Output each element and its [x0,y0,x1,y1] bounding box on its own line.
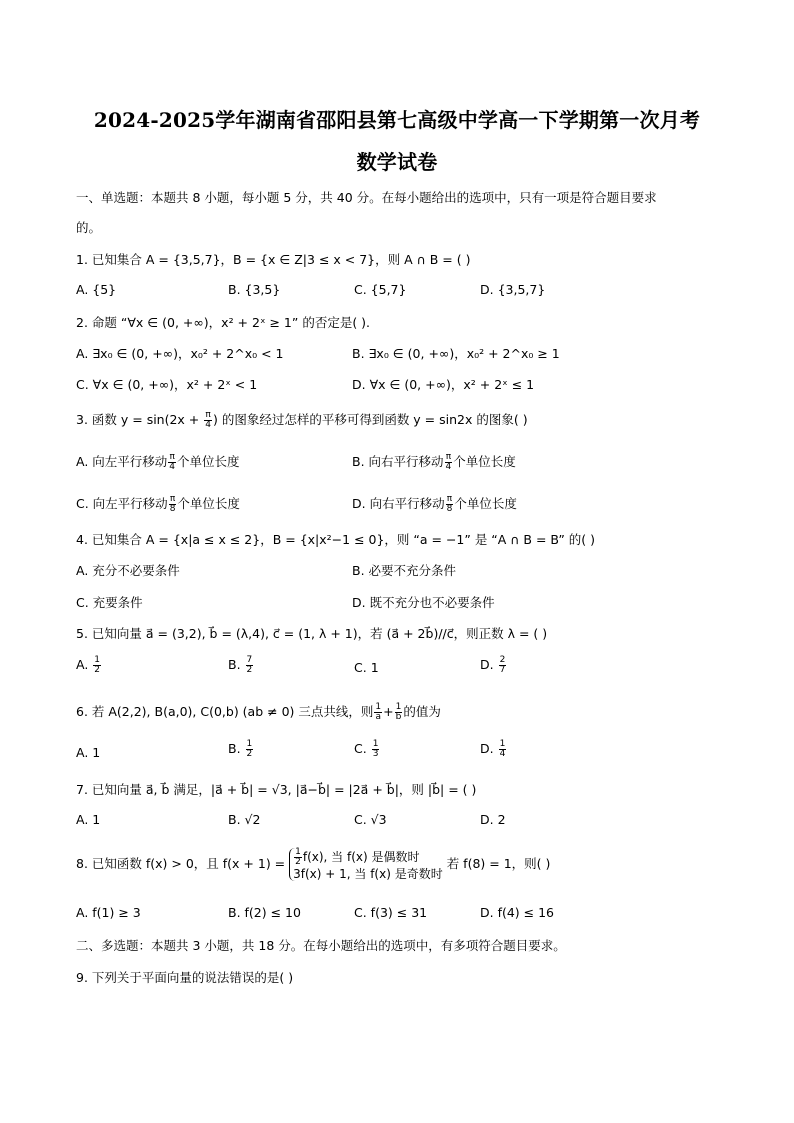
q6-frac1-den: a [375,712,382,722]
q8-stem-part1: 8. 已知函数 f(x) > 0，且 f(x + 1) = [76,856,290,871]
exam-title-line1: 2024-2025学年湖南省邵阳县第七高级中学高一下学期第一次月考 [93,108,701,132]
q6-frac-1b [395,703,403,722]
q8-piece-fraction [294,848,302,867]
q6-d-fraction [499,740,507,759]
q4-option-d: D. 既不充分也不必要条件 [352,595,495,610]
q6-b-fraction [246,740,254,759]
q5-option-c [354,660,379,675]
q3-option-d [352,494,517,514]
q3-option-a-fraction [168,453,176,472]
q5-d-label: D. [480,657,494,672]
q6-frac2-den: b [395,712,402,722]
q6-c-den: 3 [372,749,379,759]
q3-frac-numerator: π [205,410,211,420]
q5-a-num: 1 [94,655,101,665]
section1-heading: 一、单选题：本题共 8 小题，每小题 5 分，共 40 分。在每小题给出的选项中，只有一项是符合题目要求 [76,190,657,205]
q8-stem [76,848,734,881]
q6-option-c [354,740,380,759]
q5-d-den: 7 [499,665,506,675]
q9-stem: 9. 下列关于平面向量的说法错误的是( ) [76,970,294,985]
q6-option-d [480,740,507,759]
q3-b-den: 4 [445,462,452,472]
q5-a-label: A. [76,657,89,672]
q3-option-b-suffix: 个单位长度 [453,454,516,469]
q3-c-den: 8 [169,504,176,514]
q1-stem: 1. 已知集合 A = {3,5,7}，B = {x ∈ Z|3 ≤ x < 7}，则 A ∩ B = ( ) [76,252,471,267]
q3-option-b-fraction [445,453,453,472]
q8-stem-part2: 若 f(8) = 1，则( ) [446,856,551,871]
q3-option-c-suffix: 个单位长度 [177,496,240,511]
q3-c-num: π [169,494,176,504]
q2-option-d: D. ∀x ∈ (0, +∞)，x² + 2ˣ ≤ 1 [352,377,535,392]
q6-stem-part1: 6. 若 A(2,2), B(a,0), C(0,b) (ab ≠ 0) 三点共线，则 [76,704,374,719]
q5-b-den: 2 [246,665,253,675]
q8-option-c: C. f(3) ≤ 31 [354,905,428,920]
q6-a-label: A. [76,745,89,760]
q7-option-a: A. 1 [76,812,101,827]
q7-option-c: C. √3 [354,812,387,827]
q6-d-num: 1 [499,739,506,749]
section1-heading-cont: 的。 [76,220,102,235]
q5-option-d [480,656,507,675]
q3-option-c [76,494,240,514]
q6-frac-1a [374,703,382,722]
q3-option-d-fraction [446,495,454,514]
q3-option-b-text: B. 向右平行移动 [352,454,444,469]
q1-option-c: C. {5,7} [354,282,407,297]
q8-option-d: D. f(4) ≤ 16 [480,905,555,920]
q2-option-b: B. ∃x₀ ∈ (0, +∞)，x₀² + 2^x₀ ≥ 1 [352,346,560,361]
q3-stem [76,410,734,430]
q8-frac-den: 2 [295,857,301,867]
q8-piece-even-text: f(x), 当 f(x) 是偶数时 [302,850,420,864]
q4-stem: 4. 已知集合 A = {x|a ≤ x ≤ 2}，B = {x|x²−1 ≤ 0}，则 “a = −1” 是 “A ∩ B = B” 的( ) [76,532,595,547]
q8-frac-num: 1 [295,847,301,857]
q3-a-num: π [169,452,175,462]
q6-c-fraction [372,740,380,759]
q3-option-a-suffix: 个单位长度 [177,454,240,469]
q2-option-a: A. ∃x₀ ∈ (0, +∞)，x₀² + 2^x₀ < 1 [76,346,284,361]
q3-stem-part1: 3. 函数 y = sin(2x + [76,412,204,427]
q5-stem: 5. 已知向量 a⃗ = (3,2), b⃗ = (λ,4), c⃗ = (1, λ + 1)，若 (a⃗ + 2b⃗)//c⃗，则正数 λ = ( ) [76,626,548,641]
q3-b-num: π [445,452,452,462]
q3-stem-fraction [204,411,212,430]
q6-c-num: 1 [372,739,379,749]
q5-c-label: C. [354,660,367,675]
q3-a-den: 4 [169,462,176,472]
q6-b-label: B. [228,741,241,756]
q3-d-num: π [446,494,453,504]
q7-option-d: D. 2 [480,812,506,827]
q6-b-den: 2 [246,749,253,759]
q5-d-fraction [499,656,507,675]
q3-option-c-text: C. 向左平行移动 [76,496,168,511]
q6-option-b [228,740,254,759]
q1-option-a: A. {5} [76,282,117,297]
q3-d-den: 8 [446,504,453,514]
q3-option-b [352,452,516,472]
q6-frac1-num: 1 [375,702,382,712]
q5-b-label: B. [228,657,241,672]
q5-a-fraction [93,656,101,675]
q3-option-c-fraction [169,495,177,514]
q8-option-b: B. f(2) ≤ 10 [228,905,301,920]
q7-stem: 7. 已知向量 a⃗, b⃗ 满足，|a⃗ + b⃗| = √3, |a⃗−b⃗| = |2a⃗ + b⃗|，则 |b⃗| = ( ) [76,782,477,797]
q4-option-a: A. 充分不必要条件 [76,563,180,578]
q7-option-b: B. √2 [228,812,261,827]
exam-title-line2: 数学试卷 [356,150,438,174]
q2-option-c: C. ∀x ∈ (0, +∞)，x² + 2ˣ < 1 [76,377,258,392]
q4-option-b: B. 必要不充分条件 [352,563,457,578]
q5-b-num: 7 [246,655,253,665]
q6-d-den: 4 [499,749,506,759]
q6-d-label: D. [480,741,494,756]
q6-stem: 6. 若 A(2,2), B(a,0), C(0,b) (ab ≠ 0) 三点共线，则 $\frac{1}{a}$ + $\frac{1}{b}$ 的值为 [76,702,441,722]
q6-option-a [76,745,100,760]
q5-d-num: 2 [499,655,506,665]
q4-option-c: C. 充要条件 [76,595,143,610]
q2-stem: 2. 命题 “∀x ∈ (0, +∞)，x² + 2ˣ ≥ 1” 的否定是( ). [76,315,371,330]
q3-option-a [76,452,240,472]
section2-heading: 二、多选题：本题共 3 小题，共 18 分。在每小题给出的选项中，有多项符合题目要求。 [76,938,566,953]
q3-option-a-text: A. 向左平行移动 [76,454,168,469]
q5-option-b [228,656,254,675]
q5-c-value: 1 [370,660,379,675]
q3-option-d-text: D. 向右平行移动 [352,496,445,511]
q5-b-fraction [246,656,254,675]
q6-c-label: C. [354,741,367,756]
q5-option-a [76,656,102,675]
q8-piecewise [289,848,443,881]
q6-a-value: 1 [92,745,101,760]
q3-option-d-suffix: 个单位长度 [454,496,517,511]
q8-piece-even [293,848,443,867]
q3-frac-denominator: 4 [205,420,211,430]
q1-option-b: B. {3,5} [228,282,281,297]
q8-piece-odd: 3f(x) + 1, 当 f(x) 是奇数时 [293,867,443,881]
q3-stem-part2: ) 的图象经过怎样的平移可得到函数 y = sin2x 的图象( ) [212,412,528,427]
q6-frac2-num: 1 [395,702,402,712]
q6-b-num: 1 [246,739,253,749]
q5-a-den: 2 [94,665,101,675]
q6-stem-part2: 的值为 [403,704,441,719]
q8-option-a: A. f(1) ≥ 3 [76,905,141,920]
q1-option-d: D. {3,5,7} [480,282,546,297]
